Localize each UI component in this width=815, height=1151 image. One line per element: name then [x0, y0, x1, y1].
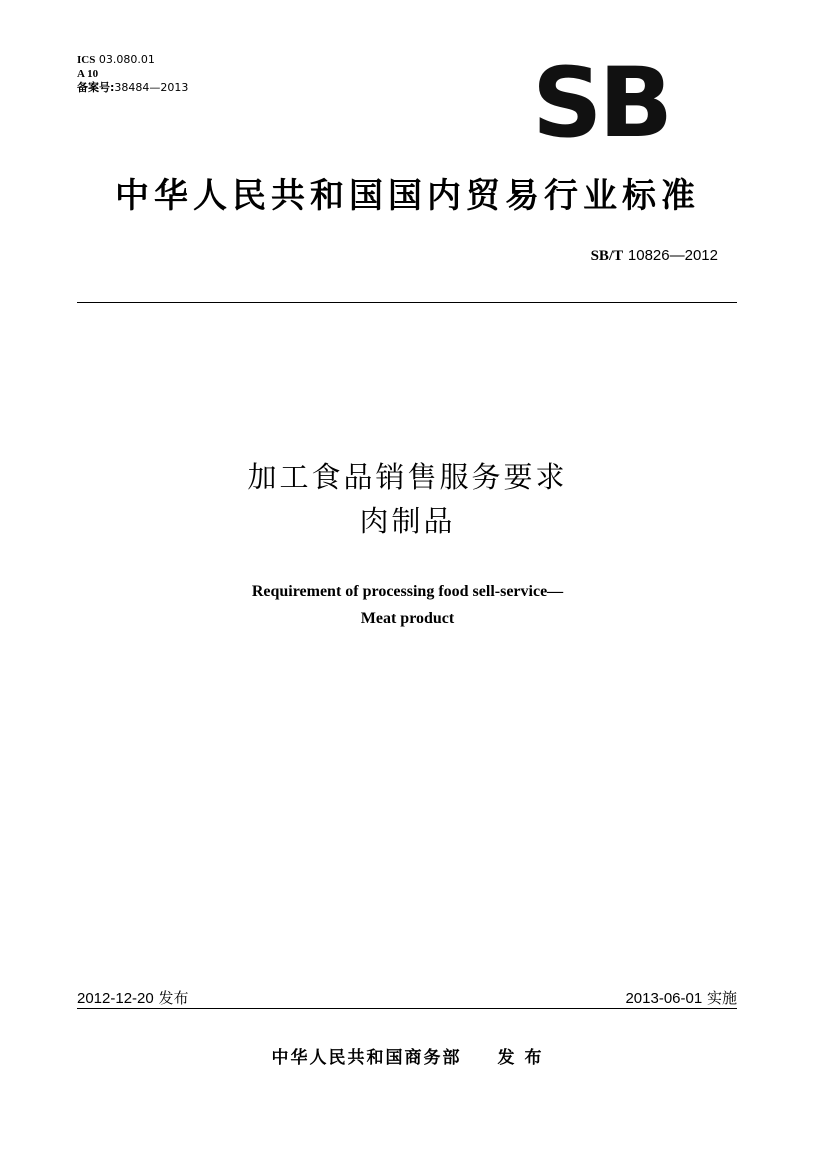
category-code: A 10 [77, 68, 99, 80]
header-metadata [77, 53, 188, 94]
document-title-line2: 肉制品 [359, 504, 456, 538]
issuer-line [0, 1043, 815, 1068]
record-line [77, 81, 188, 94]
record-number: 38484—2013 [114, 81, 189, 94]
ics-code: 03.080.01 [98, 53, 155, 66]
issuer-action: 发 布 [497, 1048, 544, 1068]
sb-logo [532, 47, 690, 159]
document-title-line1: 加工食品销售服务要求 [247, 460, 568, 494]
category-line [77, 67, 188, 81]
issue-date-value: 2012-12-20 [77, 990, 154, 1007]
issue-date [77, 987, 189, 1008]
standard-code: SB/T [590, 248, 624, 264]
implementation-date [625, 987, 737, 1008]
implementation-label: 实施 [706, 989, 737, 1007]
ics-line [77, 53, 188, 67]
top-divider [77, 302, 737, 303]
english-title-line1: Requirement of processing food sell-service— [251, 583, 564, 600]
document-title [0, 455, 815, 543]
standard-number [591, 246, 718, 265]
issue-label: 发布 [158, 989, 189, 1007]
implementation-date-value: 2013-06-01 [625, 990, 703, 1007]
bottom-divider [77, 1008, 737, 1009]
english-title [0, 578, 815, 632]
record-label: 备案号: [77, 81, 115, 94]
ics-label: ICS [77, 54, 96, 66]
sb-logo-text: SB [532, 47, 669, 159]
standard-title: 中华人民共和国国内贸易行业标准 [115, 176, 700, 216]
issuer-name: 中华人民共和国商务部 [271, 1048, 462, 1068]
english-title-line2: Meat product [360, 610, 455, 627]
standard-number-value: 10826—2012 [627, 247, 718, 264]
